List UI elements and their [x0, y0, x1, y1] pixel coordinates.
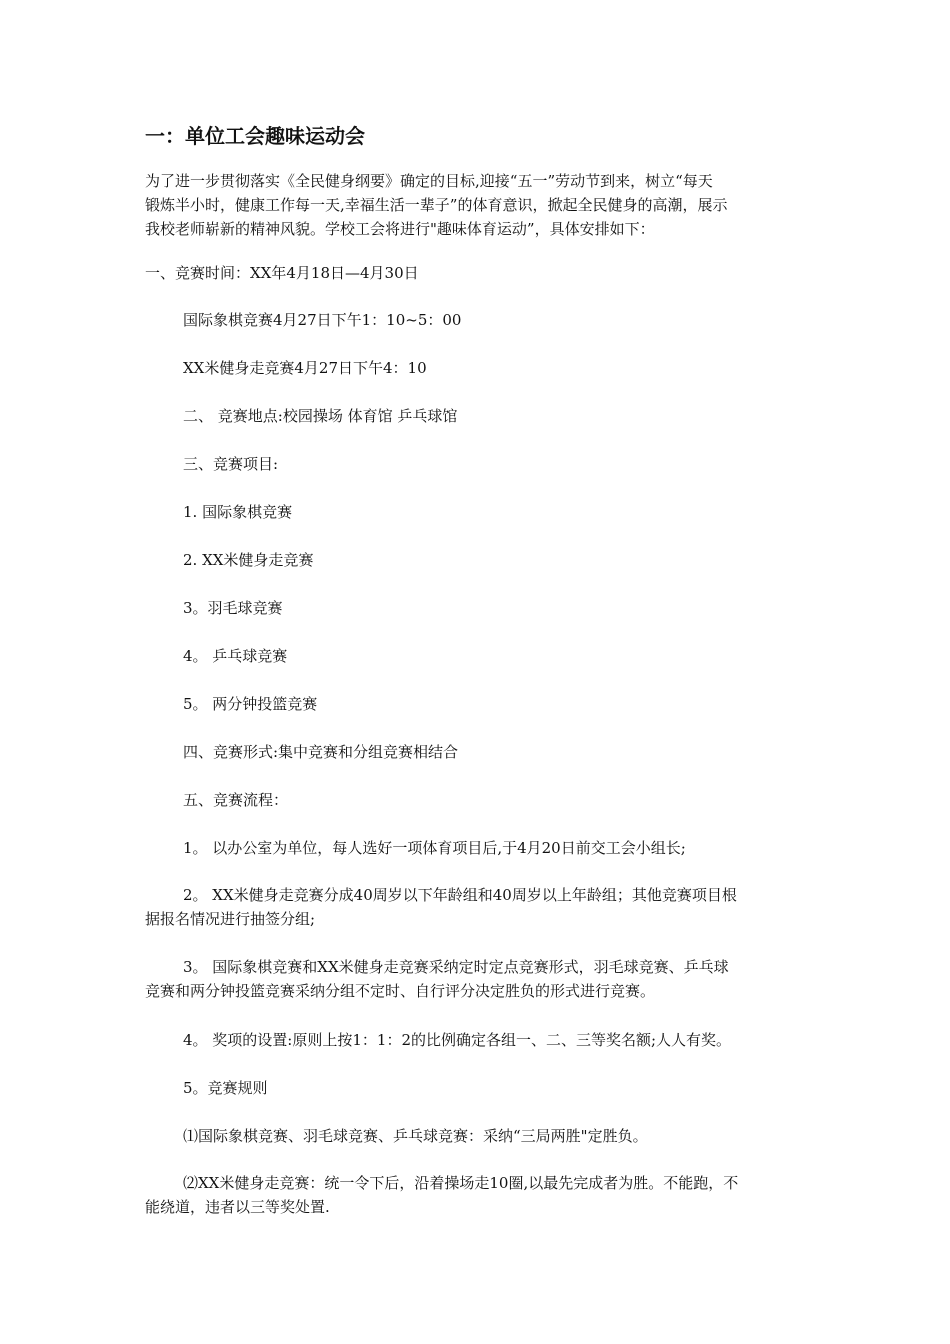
- intro-line: 我校老师崭新的精神风貌。学校工会将进行"趣味体育运动”，具体安排如下：: [145, 220, 655, 238]
- process-step-2: [145, 883, 737, 931]
- step-line: 3。 国际象棋竞赛和XX米健身走竞赛采纳定时定点竞赛形式，羽毛球竞赛、乒乓球: [183, 958, 729, 976]
- section-format: 四、竞赛形式:集中竞赛和分组竞赛相结合: [183, 743, 459, 761]
- chess-time: 国际象棋竞赛4月27日下午1：10~5：00: [183, 311, 462, 329]
- walk-time: XX米健身走竞赛4月27日下午4：10: [183, 359, 427, 377]
- step-line: 竞赛和两分钟投篮竞赛采纳分组不定时、自行评分决定胜负的形式进行竞赛。: [145, 982, 656, 1000]
- event-item: 4。 乒乓球竞赛: [183, 647, 288, 665]
- intro-line: 锻炼半小时，健康工作每一天,幸福生活一辈子”的体育意识，掀起全民健身的高潮，展示: [145, 196, 728, 214]
- event-item: 3。羽毛球竞赛: [183, 599, 283, 617]
- intro-line: 为了进一步贯彻落实《全民健身纲要》确定的目标,迎接“五一”劳动节到来，树立“每天: [145, 172, 713, 190]
- event-item: 2. XX米健身走竞赛: [183, 551, 314, 569]
- rule-line: 能绕道，违者以三等奖处置.: [145, 1198, 330, 1216]
- process-step-1: 1。 以办公室为单位，每人选好一项体育项目后,于4月20日前交工会小组长;: [183, 839, 686, 857]
- intro-paragraph: [145, 169, 727, 241]
- document-title: 一：单位工会趣味运动会: [145, 124, 365, 148]
- event-item: 1. 国际象棋竞赛: [183, 503, 293, 521]
- section-rules-heading: 5。竞赛规则: [183, 1079, 268, 1097]
- rule-2: [145, 1171, 738, 1219]
- section-time-heading: 一、竞赛时间：XX年4月18日—4月30日: [145, 264, 419, 282]
- section-process-heading: 五、竞赛流程：: [183, 791, 289, 809]
- rule-1: ⑴国际象棋竞赛、羽毛球竞赛、乒乓球竞赛：采纳“三局两胜"定胜负。: [183, 1127, 648, 1145]
- step-line: 据报名情况进行抽签分组;: [145, 910, 316, 928]
- process-step-4: 4。 奖项的设置:原则上按1：1：2的比例确定各组一、二、三等奖名额;人人有奖。: [183, 1031, 732, 1049]
- section-events-heading: 三、竞赛项目:: [183, 455, 279, 473]
- step-line: 2。 XX米健身走竞赛分成40周岁以下年龄组和40周岁以上年龄组；其他竞赛项目根: [183, 886, 737, 904]
- event-item: 5。 两分钟投篮竞赛: [183, 695, 318, 713]
- section-venue: 二、 竞赛地点:校园操场 体育馆 乒乓球馆: [183, 407, 458, 425]
- process-step-3: [145, 955, 729, 1003]
- rule-line: ⑵XX米健身走竞赛：统一令下后，沿着操场走10圈,以最先完成者为胜。不能跑，不: [183, 1174, 739, 1192]
